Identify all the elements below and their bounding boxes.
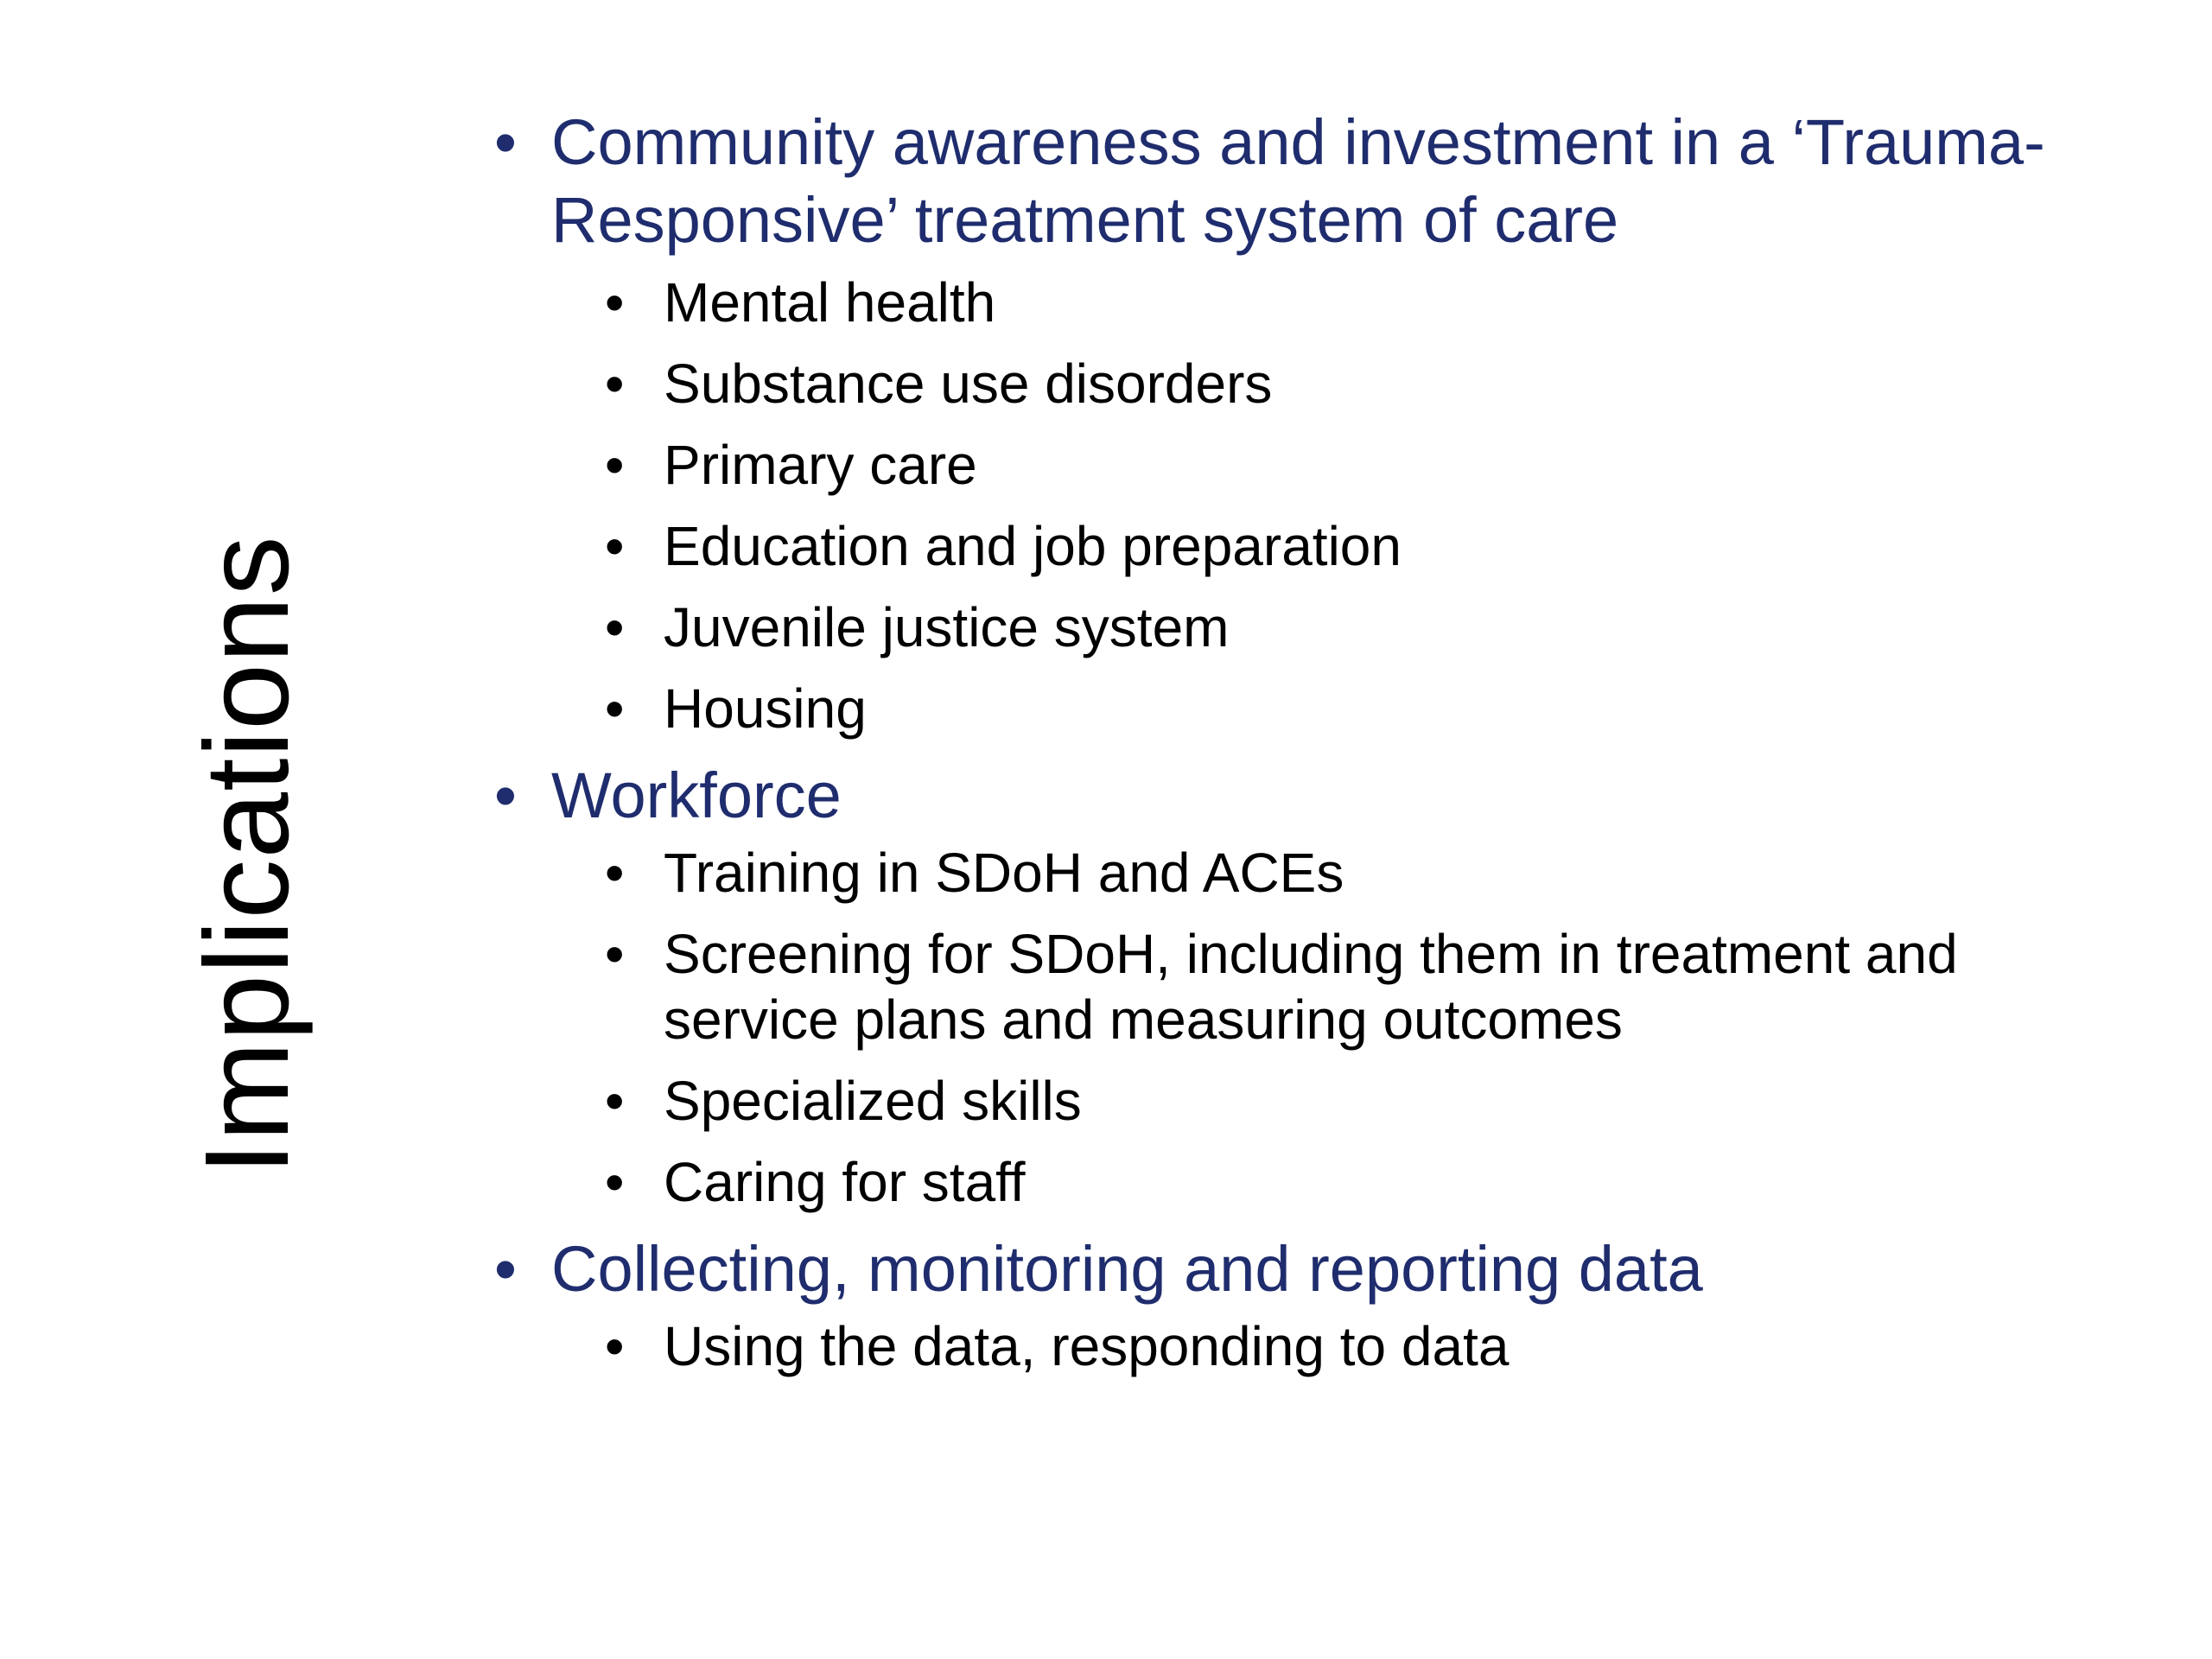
sub-bullet-specialized-skills: [484, 1068, 2126, 1134]
bullet-icon: •: [605, 677, 625, 740]
sub-bullet-list: [484, 840, 2126, 1215]
bullet-group-data: [484, 1230, 2126, 1379]
sub-bullet-text: Education and job preparation: [664, 515, 1402, 577]
bullet-icon: •: [605, 353, 625, 415]
side-title-container: [181, 510, 314, 1175]
bullet-group-workforce: [484, 757, 2126, 1215]
bullet-content: [484, 104, 2126, 1379]
bullet-icon: •: [494, 1233, 517, 1305]
sub-bullet-text: Training in SDoH and ACEs: [664, 842, 1344, 904]
sub-bullet-text: Juvenile justice system: [664, 596, 1230, 658]
bullet-icon: •: [605, 271, 625, 334]
sub-bullet-training: [484, 840, 2126, 906]
sub-bullet-text: Primary care: [664, 434, 977, 496]
bullet-icon: •: [605, 923, 625, 985]
bullet-icon: •: [605, 434, 625, 496]
sub-bullet-text: Substance use disorders: [664, 353, 1273, 415]
sub-bullet-using-data: [484, 1313, 2126, 1379]
sub-bullet-text: Mental health: [664, 271, 996, 334]
main-bullet-community: [484, 104, 2126, 259]
sub-bullet-text: Specialized skills: [664, 1070, 1082, 1132]
main-bullet-text: Community awareness and investment in a ‘Trauma-Responsive’ treatment system of care: [551, 106, 2045, 256]
sub-bullet-list: [484, 1313, 2126, 1379]
main-bullet-workforce: [484, 757, 2126, 835]
bullet-icon: •: [494, 760, 517, 831]
bullet-icon: •: [605, 842, 625, 904]
sub-bullet-juvenile-justice: [484, 594, 2126, 660]
bullet-group-community: [484, 104, 2126, 741]
main-bullet-text: Collecting, monitoring and reporting data: [551, 1233, 1703, 1305]
sub-bullet-caring-for-staff: [484, 1149, 2126, 1215]
sub-bullet-text: Screening for SDoH, including them in treatment and service plans and measuring outcomes: [664, 923, 1958, 1051]
sub-bullet-education: [484, 513, 2126, 579]
sub-bullet-substance-use: [484, 351, 2126, 416]
bullet-icon: •: [605, 515, 625, 577]
main-bullet-text: Workforce: [551, 760, 842, 831]
main-bullet-data: [484, 1230, 2126, 1308]
sub-bullet-text: Housing: [664, 677, 867, 740]
bullet-icon: •: [605, 596, 625, 658]
sub-bullet-text: Caring for staff: [664, 1151, 1026, 1213]
sub-bullet-mental-health: [484, 270, 2126, 335]
bullet-icon: •: [494, 106, 517, 178]
bullet-icon: •: [605, 1315, 625, 1377]
sub-bullet-primary-care: [484, 432, 2126, 498]
side-title: Implications: [181, 535, 314, 1175]
bullet-icon: •: [605, 1151, 625, 1213]
bullet-icon: •: [605, 1070, 625, 1132]
sub-bullet-list: [484, 270, 2126, 741]
sub-bullet-housing: [484, 676, 2126, 741]
sub-bullet-text: Using the data, responding to data: [664, 1315, 1510, 1377]
sub-bullet-screening: [484, 921, 2126, 1052]
